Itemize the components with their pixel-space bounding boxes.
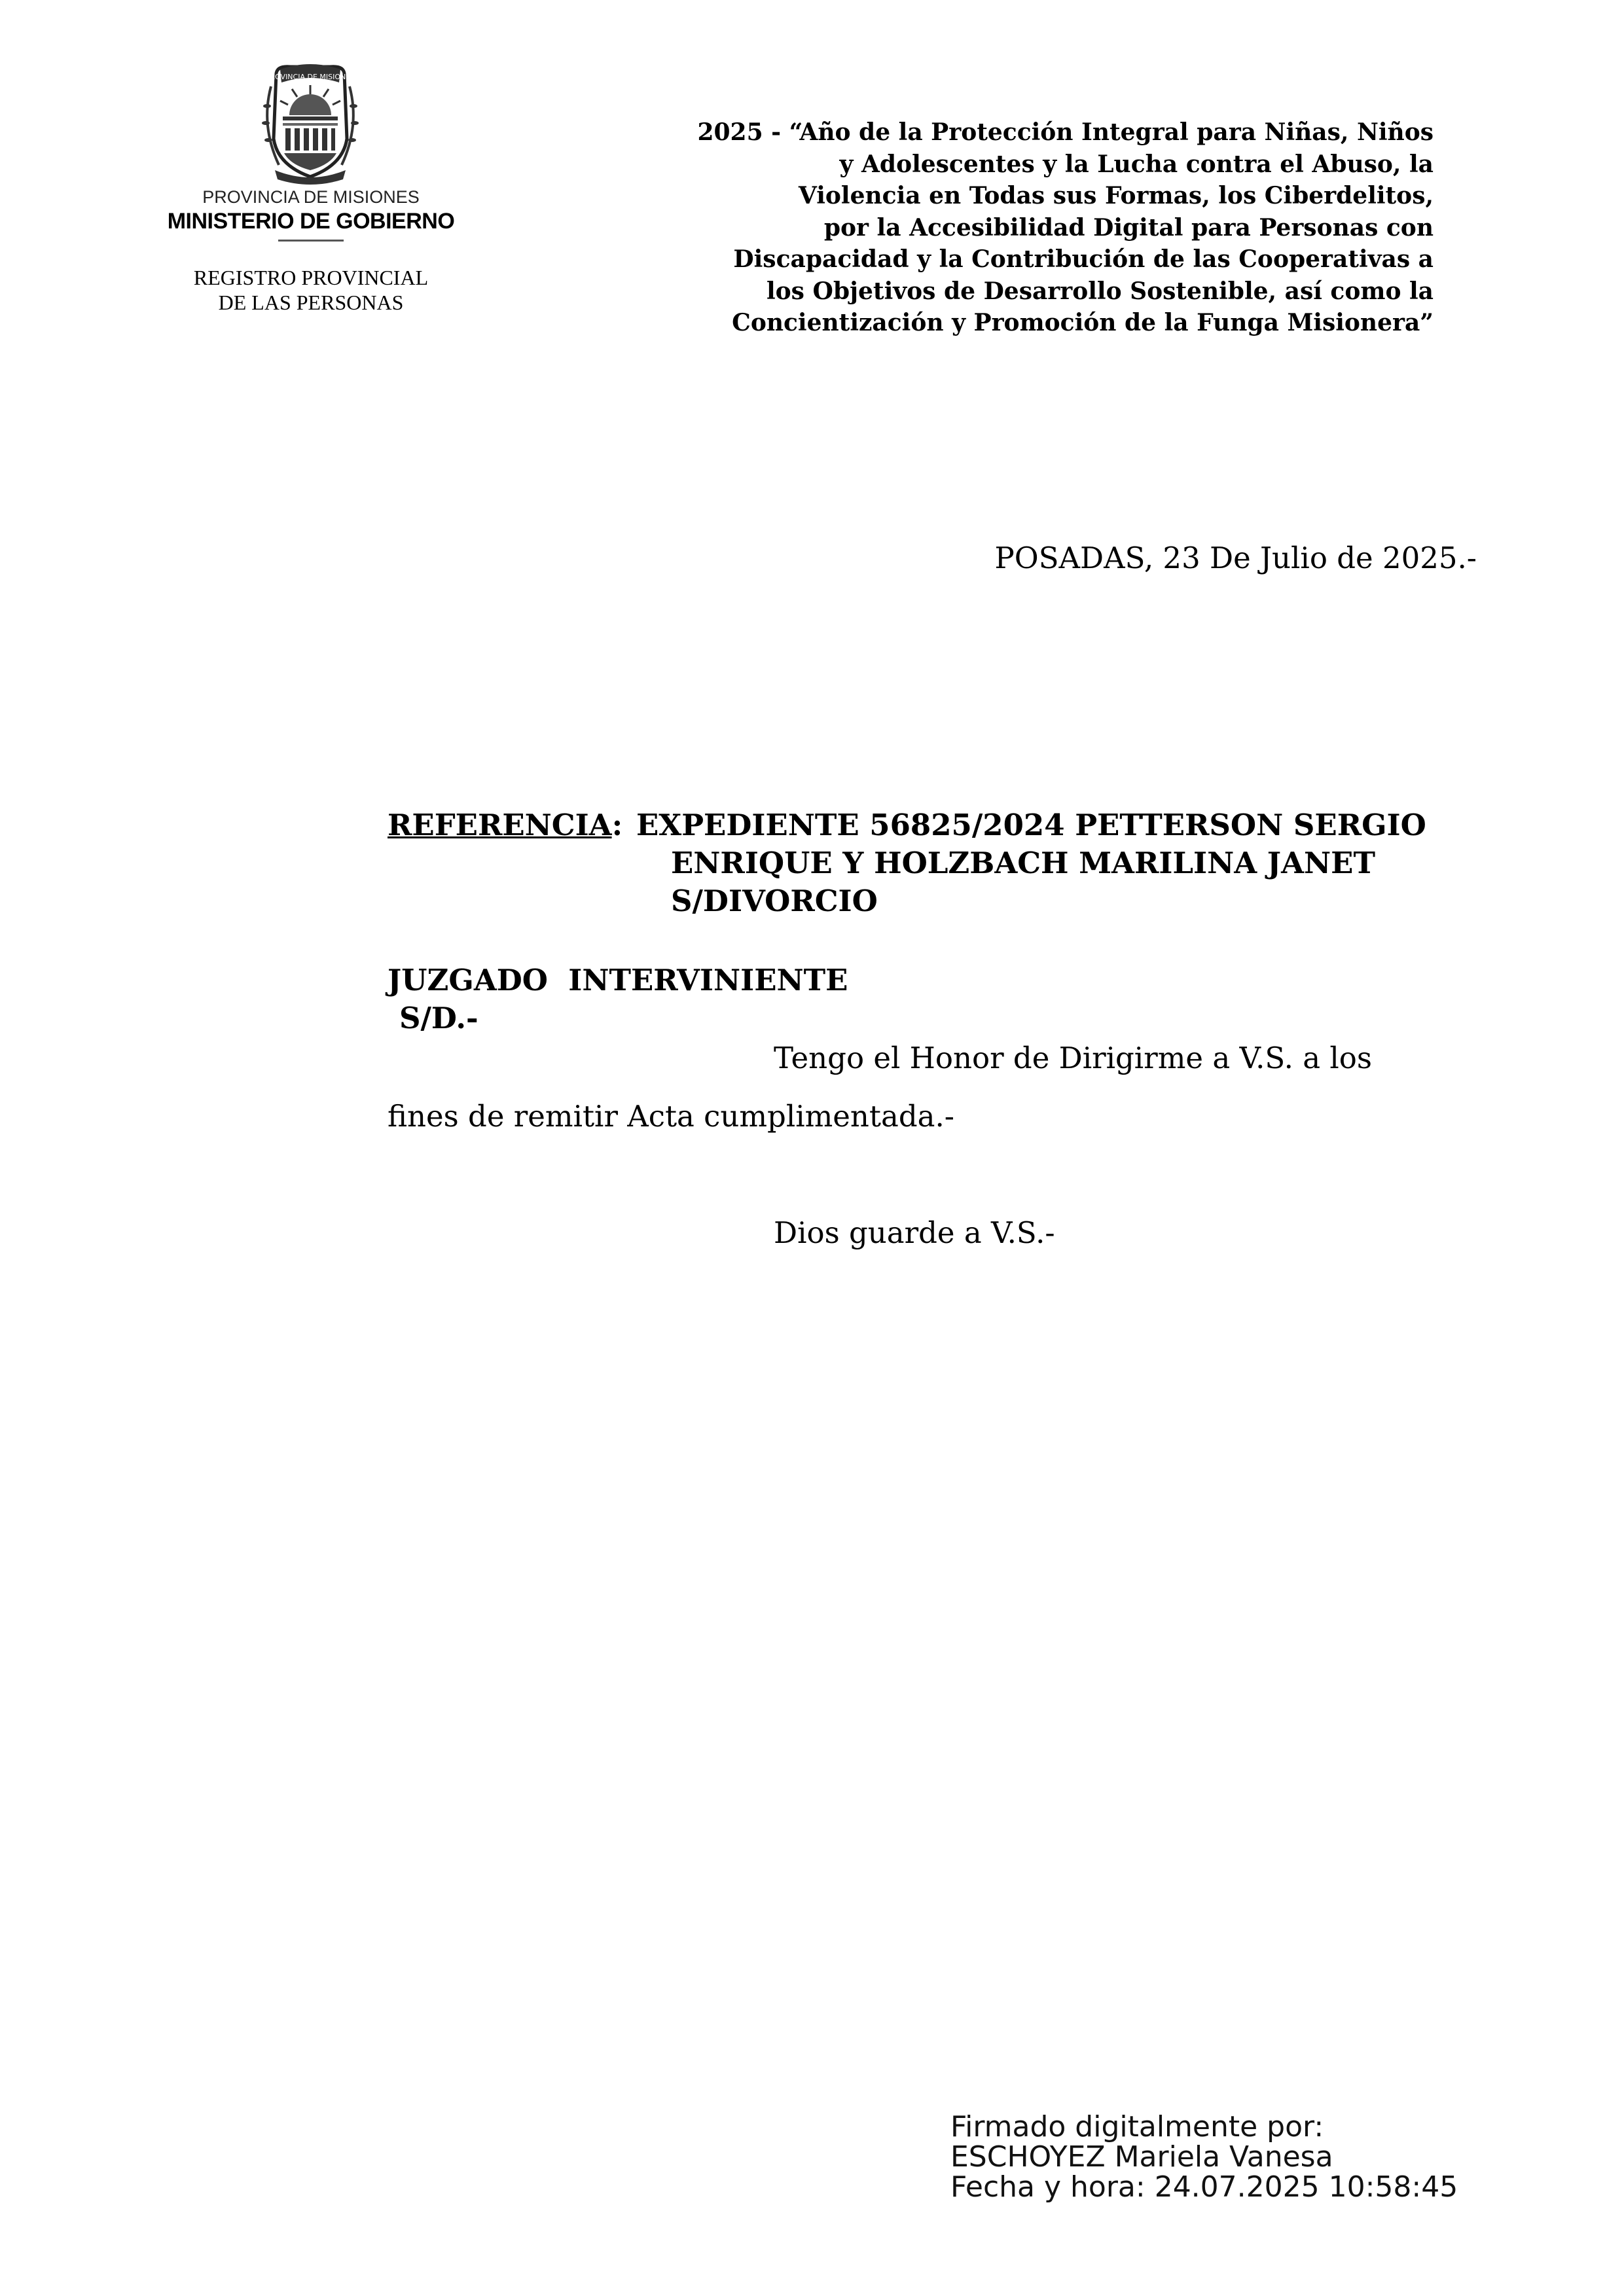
motto-line: Violencia en Todas sus Formas, los Ciberdelitos,	[798, 182, 1434, 209]
digital-signature	[950, 2112, 1458, 2202]
reference-line: ENRIQUE Y HOLZBACH MARILINA JANET	[671, 846, 1375, 880]
closing-salutation: Dios guarde a V.S.-	[774, 1215, 1055, 1250]
misiones-coat-of-arms-icon	[251, 60, 369, 185]
signature-datetime: Fecha y hora: 24.07.2025 10:58:45	[950, 2170, 1458, 2204]
reference-text	[636, 806, 1426, 920]
body-line-2: fines de remitir Acta cumplimentada.-	[388, 1099, 954, 1134]
reference-line: EXPEDIENTE 56825/2024 PETTERSON SERGIO	[636, 808, 1426, 842]
ministry-header	[151, 186, 471, 242]
province-name: PROVINCIA DE MISIONES	[202, 187, 420, 207]
year-motto	[628, 117, 1434, 339]
coat-of-arms-emblem	[251, 60, 369, 185]
reference-label	[388, 806, 623, 844]
motto-line: y Adolescentes y la Lucha contra el Abuso, la	[839, 150, 1434, 178]
motto-line: 2025 - “Año de la Protección Integral para Niñas, Niños	[697, 118, 1434, 146]
addressee-court: JUZGADO INTERVINIENTE	[388, 963, 848, 997]
place-date: POSADAS, 23 De Julio de 2025.-	[994, 541, 1477, 575]
reference-line: S/DIVORCIO	[671, 884, 878, 918]
registry-header	[151, 265, 471, 315]
registry-line-1: REGISTRO PROVINCIAL	[193, 266, 429, 289]
motto-line: los Objetivos de Desarrollo Sostenible, así como la	[766, 277, 1434, 305]
registry-line-2: DE LAS PERSONAS	[218, 291, 404, 314]
signature-line-1: Firmado digitalmente por:	[950, 2110, 1324, 2144]
reference-colon: :	[611, 808, 623, 842]
body-line-1: Tengo el Honor de Dirigirme a V.S. a los	[774, 1041, 1372, 1075]
ministry-name: MINISTERIO DE GOBIERNO	[167, 209, 455, 234]
emblem-banner-text: PROVINCIA DE MISIONES	[265, 73, 355, 81]
motto-line: por la Accesibilidad Digital para Personas con	[823, 213, 1434, 242]
motto-line: Discapacidad y la Contribución de las Cooperativas a	[733, 245, 1434, 273]
addressee-sd: S/D.-	[399, 1001, 478, 1035]
signature-signer: ESCHOYEZ Mariela Vanesa	[950, 2140, 1333, 2174]
motto-line: Concientización y Promoción de la Funga Misionera”	[732, 309, 1434, 336]
reference-label-text: REFERENCIA	[388, 808, 612, 842]
ministry-divider	[278, 240, 344, 242]
